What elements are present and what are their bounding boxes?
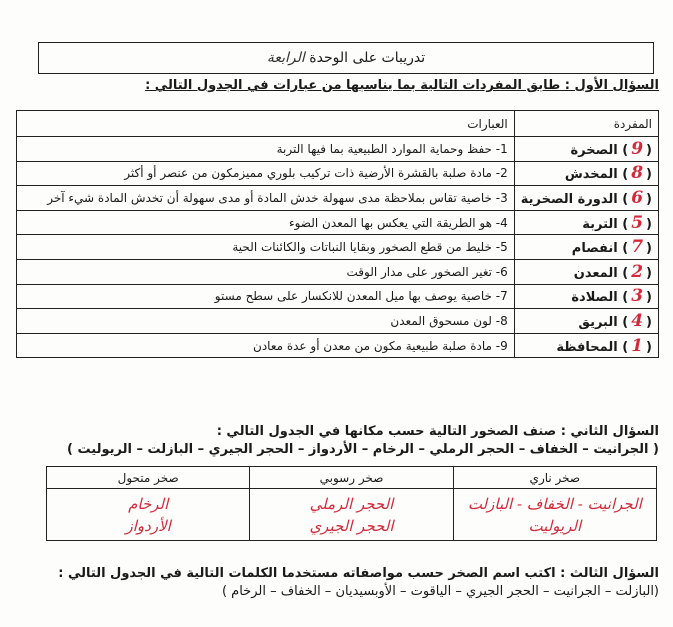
igneous-answer-line-1: الجرانيت - الخفاف - البازلت <box>467 494 642 513</box>
header-term: المفردة <box>514 111 658 137</box>
answer-number: 8 <box>631 163 644 184</box>
matching-header-row <box>17 111 659 137</box>
paren-open: ( <box>646 167 652 183</box>
term-label: الصخرة <box>570 142 618 158</box>
question-2-list: ( الجرانيت – الخفاف – الحجر الرملي – الرخام – الأردواز – الحجر الجيري – البازلت – الريوليت ) <box>67 442 659 457</box>
header-sedimentary: صخر رسوبي <box>250 467 453 489</box>
paren-close: ) <box>622 142 629 158</box>
question-1-heading <box>145 78 659 93</box>
phrase-cell: 7- خاصية يوصف بها ميل المعدن للانكسار على سطح مستو <box>17 284 515 309</box>
term-cell <box>514 235 658 260</box>
matching-row <box>17 137 659 162</box>
rocks-header-row <box>47 467 657 489</box>
term-cell <box>514 210 658 235</box>
answer-number: 5 <box>631 212 644 233</box>
matching-row <box>17 186 659 211</box>
worksheet-title <box>38 42 654 74</box>
metamorphic-answer-line-2: الأردواز <box>125 516 171 535</box>
phrase-cell: 9- مادة صلبة طبيعية مكون من معدن أو عدة معادن <box>17 333 515 358</box>
paren-close: ) <box>622 265 629 281</box>
title-handwritten: الرابعة <box>266 50 305 66</box>
sedimentary-answer-line-2: الحجر الجيري <box>309 516 394 535</box>
matching-row <box>17 235 659 260</box>
answer-igneous <box>453 489 656 541</box>
matching-table <box>16 110 659 358</box>
rock-classification-table <box>46 466 657 541</box>
term-cell <box>514 333 658 358</box>
paren-open: ( <box>646 339 652 355</box>
term-label: الدورة الصخرية <box>520 191 618 207</box>
term-cell <box>514 284 658 309</box>
paren-close: ) <box>622 216 629 232</box>
answer-number: 2 <box>631 261 644 282</box>
paren-close: ) <box>622 314 629 330</box>
phrase-cell: 2- مادة صلبة بالقشرة الأرضية ذات تركيب بلوري مميزمكون من عنصر أو أكثر <box>17 161 515 186</box>
matching-row <box>17 259 659 284</box>
paren-open: ( <box>646 265 652 281</box>
paren-open: ( <box>646 216 652 232</box>
term-label: انفصام <box>571 241 618 257</box>
paren-open: ( <box>646 290 652 306</box>
term-cell <box>514 137 658 162</box>
paren-open: ( <box>646 191 652 207</box>
paren-close: ) <box>622 290 629 306</box>
answer-sedimentary <box>250 489 453 541</box>
title-text: تدريبات على الوحدة <box>309 50 426 66</box>
term-label: الصلادة <box>571 290 618 306</box>
phrase-cell: 1- حفظ وحماية الموارد الطبيعية بما فيها التربة <box>17 137 515 162</box>
answer-number: 1 <box>631 335 644 356</box>
rocks-answer-row <box>47 489 657 541</box>
term-cell <box>514 259 658 284</box>
paren-close: ) <box>622 339 629 355</box>
matching-row <box>17 284 659 309</box>
answer-number: 6 <box>631 187 644 208</box>
paren-open: ( <box>646 142 652 158</box>
header-metamorphic: صخر متحول <box>47 467 250 489</box>
phrase-cell: 6- تغير الصخور على مدار الوقت <box>17 259 515 284</box>
answer-metamorphic <box>47 489 250 541</box>
paren-close: ) <box>622 241 629 257</box>
answer-number: 3 <box>631 286 644 307</box>
term-label: التربة <box>582 216 618 232</box>
paren-open: ( <box>646 314 652 330</box>
phrase-cell: 4- هو الطريقة التي يعكس بها المعدن الضوء <box>17 210 515 235</box>
paren-open: ( <box>646 241 652 257</box>
answer-number: 4 <box>631 310 644 331</box>
term-label: المعدن <box>573 265 618 281</box>
paren-close: ) <box>622 191 629 207</box>
phrase-cell: 3- خاصية تقاس بملاحظة مدى سهولة خدش المادة أو مدى سهولة أن تخدش المادة شيء آخر <box>17 186 515 211</box>
question-3-list: (البازلت – الجرانيت – الحجر الجيري – الياقوت – الأوبسيديان – الخفاف – الرخام ) <box>221 584 659 599</box>
matching-row <box>17 309 659 334</box>
term-label: المخدش <box>564 167 618 183</box>
igneous-answer-line-2: الريوليت <box>528 516 582 535</box>
term-cell <box>514 186 658 211</box>
phrase-cell: 8- لون مسحوق المعدن <box>17 309 515 334</box>
matching-row <box>17 161 659 186</box>
term-cell <box>514 161 658 186</box>
term-label: البريق <box>578 314 618 330</box>
header-phrases: العبارات <box>17 111 515 137</box>
answer-number: 7 <box>631 237 644 258</box>
answer-number: 9 <box>631 138 644 159</box>
header-igneous: صخر ناري <box>453 467 656 489</box>
term-cell <box>514 309 658 334</box>
matching-row <box>17 333 659 358</box>
question-1-text: السؤال الأول : طابق المفردات التالية بما يناسبها من عبارات في الجدول التالي : <box>145 78 659 93</box>
term-label: المحافظة <box>556 339 618 355</box>
metamorphic-answer-line-1: الرخام <box>128 494 169 513</box>
question-3-heading: السؤال الثالث : اكتب اسم الصخر حسب مواصفاته مستخدما الكلمات التالية في الجدول التالي : <box>58 566 659 581</box>
question-2-heading: السؤال الثاني : صنف الصخور التالية حسب مكانها في الجدول التالي : <box>216 424 659 439</box>
matching-row <box>17 210 659 235</box>
sedimentary-answer-line-1: الحجر الرملي <box>309 494 394 513</box>
paren-close: ) <box>622 167 629 183</box>
phrase-cell: 5- خليط من قطع الصخور وبقايا النباتات والكائنات الحية <box>17 235 515 260</box>
